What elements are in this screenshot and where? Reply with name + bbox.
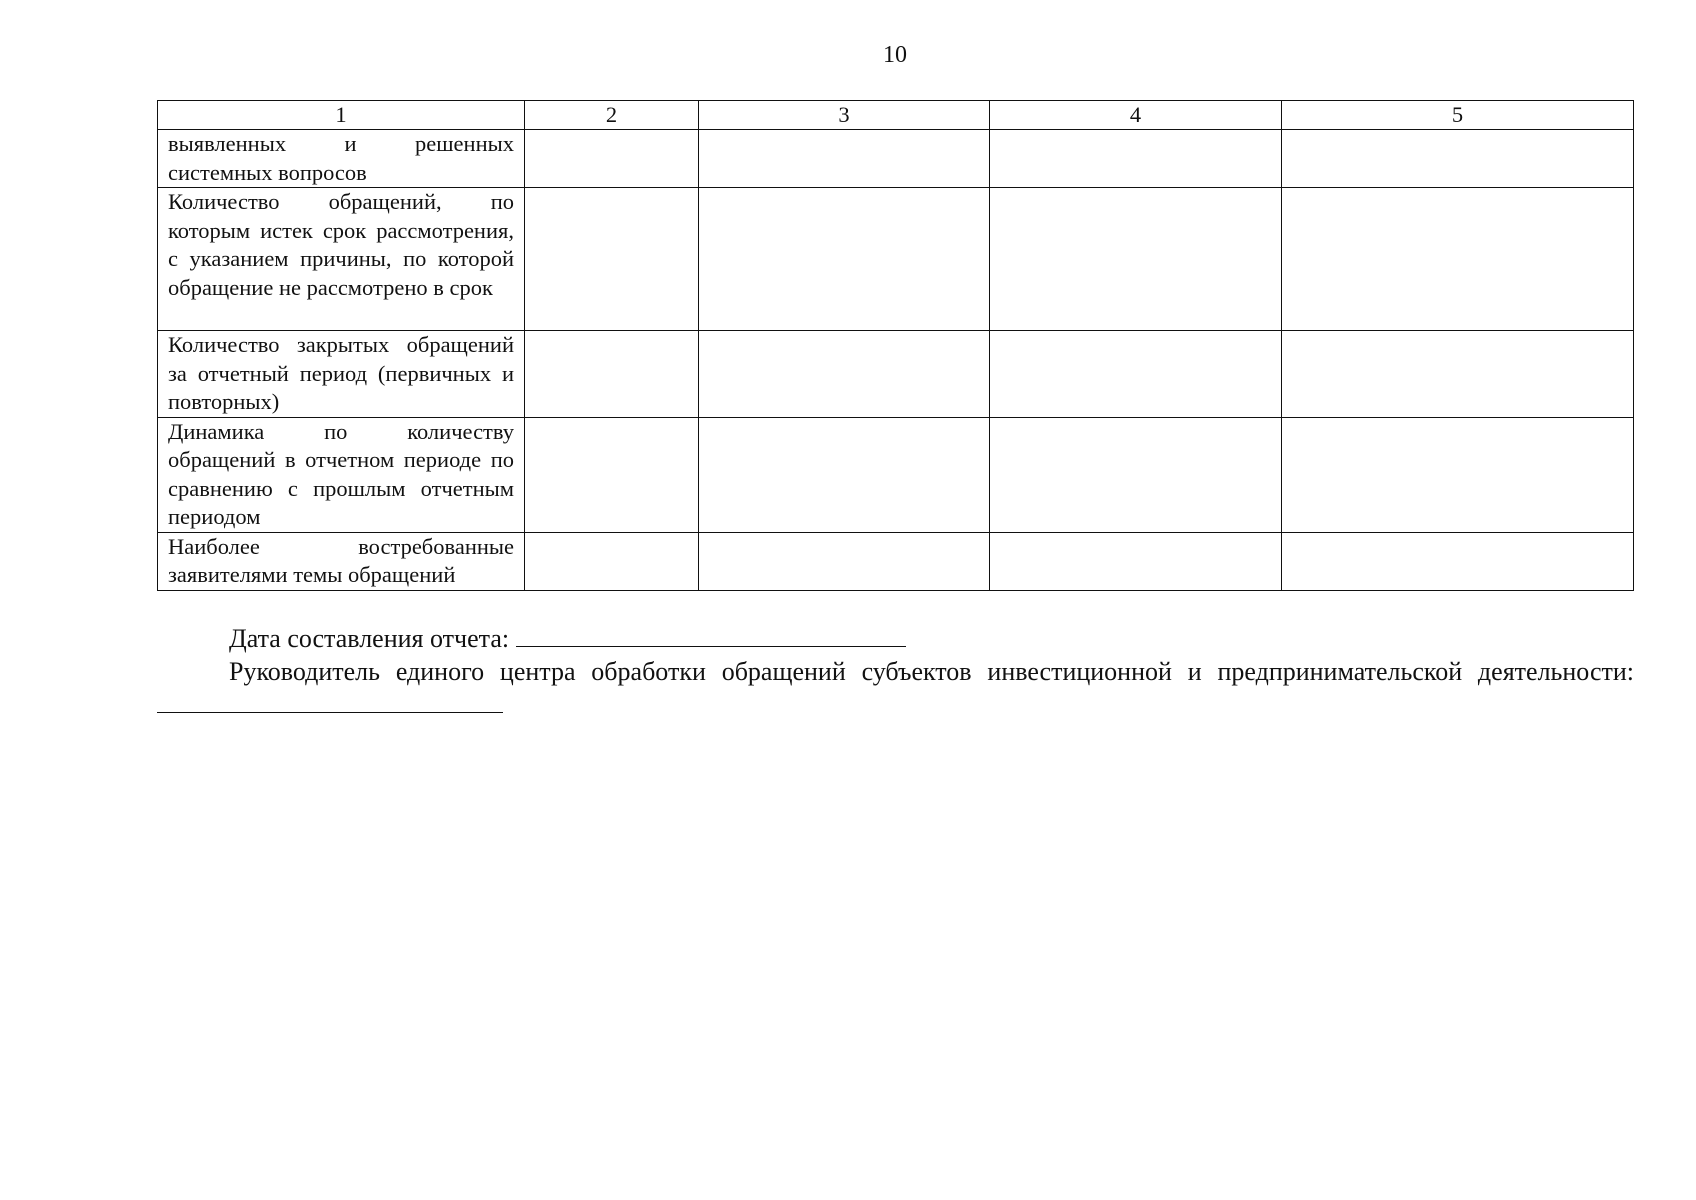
table-cell — [525, 130, 699, 188]
row-label: выявленных и решенных системных вопросов — [158, 130, 525, 188]
column-header-1: 1 — [158, 101, 525, 130]
report-table — [157, 100, 1634, 591]
table-cell — [699, 188, 990, 331]
column-header-2: 2 — [525, 101, 699, 130]
table-cell — [990, 417, 1282, 532]
table-cell — [1282, 417, 1634, 532]
report-footer — [157, 622, 1634, 721]
table-cell — [1282, 532, 1634, 590]
column-header-5: 5 — [1282, 101, 1634, 130]
row-label: Динамика по количеству обращений в отчетном периоде по сравнению с прошлым отчетным периодом — [158, 417, 525, 532]
head-line — [157, 655, 1634, 721]
row-label: Наиболее востребованные заявителями темы обращений — [158, 532, 525, 590]
table-cell — [990, 532, 1282, 590]
table-row — [158, 331, 1634, 418]
table-row — [158, 417, 1634, 532]
head-label: Руководитель единого центра обработки обращений субъектов инвестиционной и предпринимательской деятельности: — [229, 657, 1634, 686]
date-blank-line — [516, 624, 906, 647]
date-line — [157, 622, 1634, 655]
table-cell — [990, 130, 1282, 188]
table-cell — [699, 417, 990, 532]
table-cell — [990, 331, 1282, 418]
row-label: Количество закрытых обращений за отчетный период (первичных и повторных) — [158, 331, 525, 418]
table-cell — [1282, 331, 1634, 418]
table-cell — [699, 331, 990, 418]
table-header-row — [158, 101, 1634, 130]
table-cell — [699, 130, 990, 188]
table-cell — [525, 188, 699, 331]
signature-blank-line — [157, 690, 503, 713]
table-cell — [990, 188, 1282, 331]
column-header-4: 4 — [990, 101, 1282, 130]
table-cell — [1282, 188, 1634, 331]
table-cell — [1282, 130, 1634, 188]
row-label: Количество обращений, по которым истек срок рассмотрения, с указанием причины, по которой обращение не рассмотрено в срок — [158, 188, 525, 331]
page-number: 10 — [883, 42, 907, 68]
table-row — [158, 532, 1634, 590]
table-row — [158, 188, 1634, 331]
table-row — [158, 130, 1634, 188]
date-label: Дата составления отчета: — [229, 624, 510, 653]
column-header-3: 3 — [699, 101, 990, 130]
table-cell — [525, 417, 699, 532]
table-cell — [525, 532, 699, 590]
table-cell — [525, 331, 699, 418]
table-cell — [699, 532, 990, 590]
